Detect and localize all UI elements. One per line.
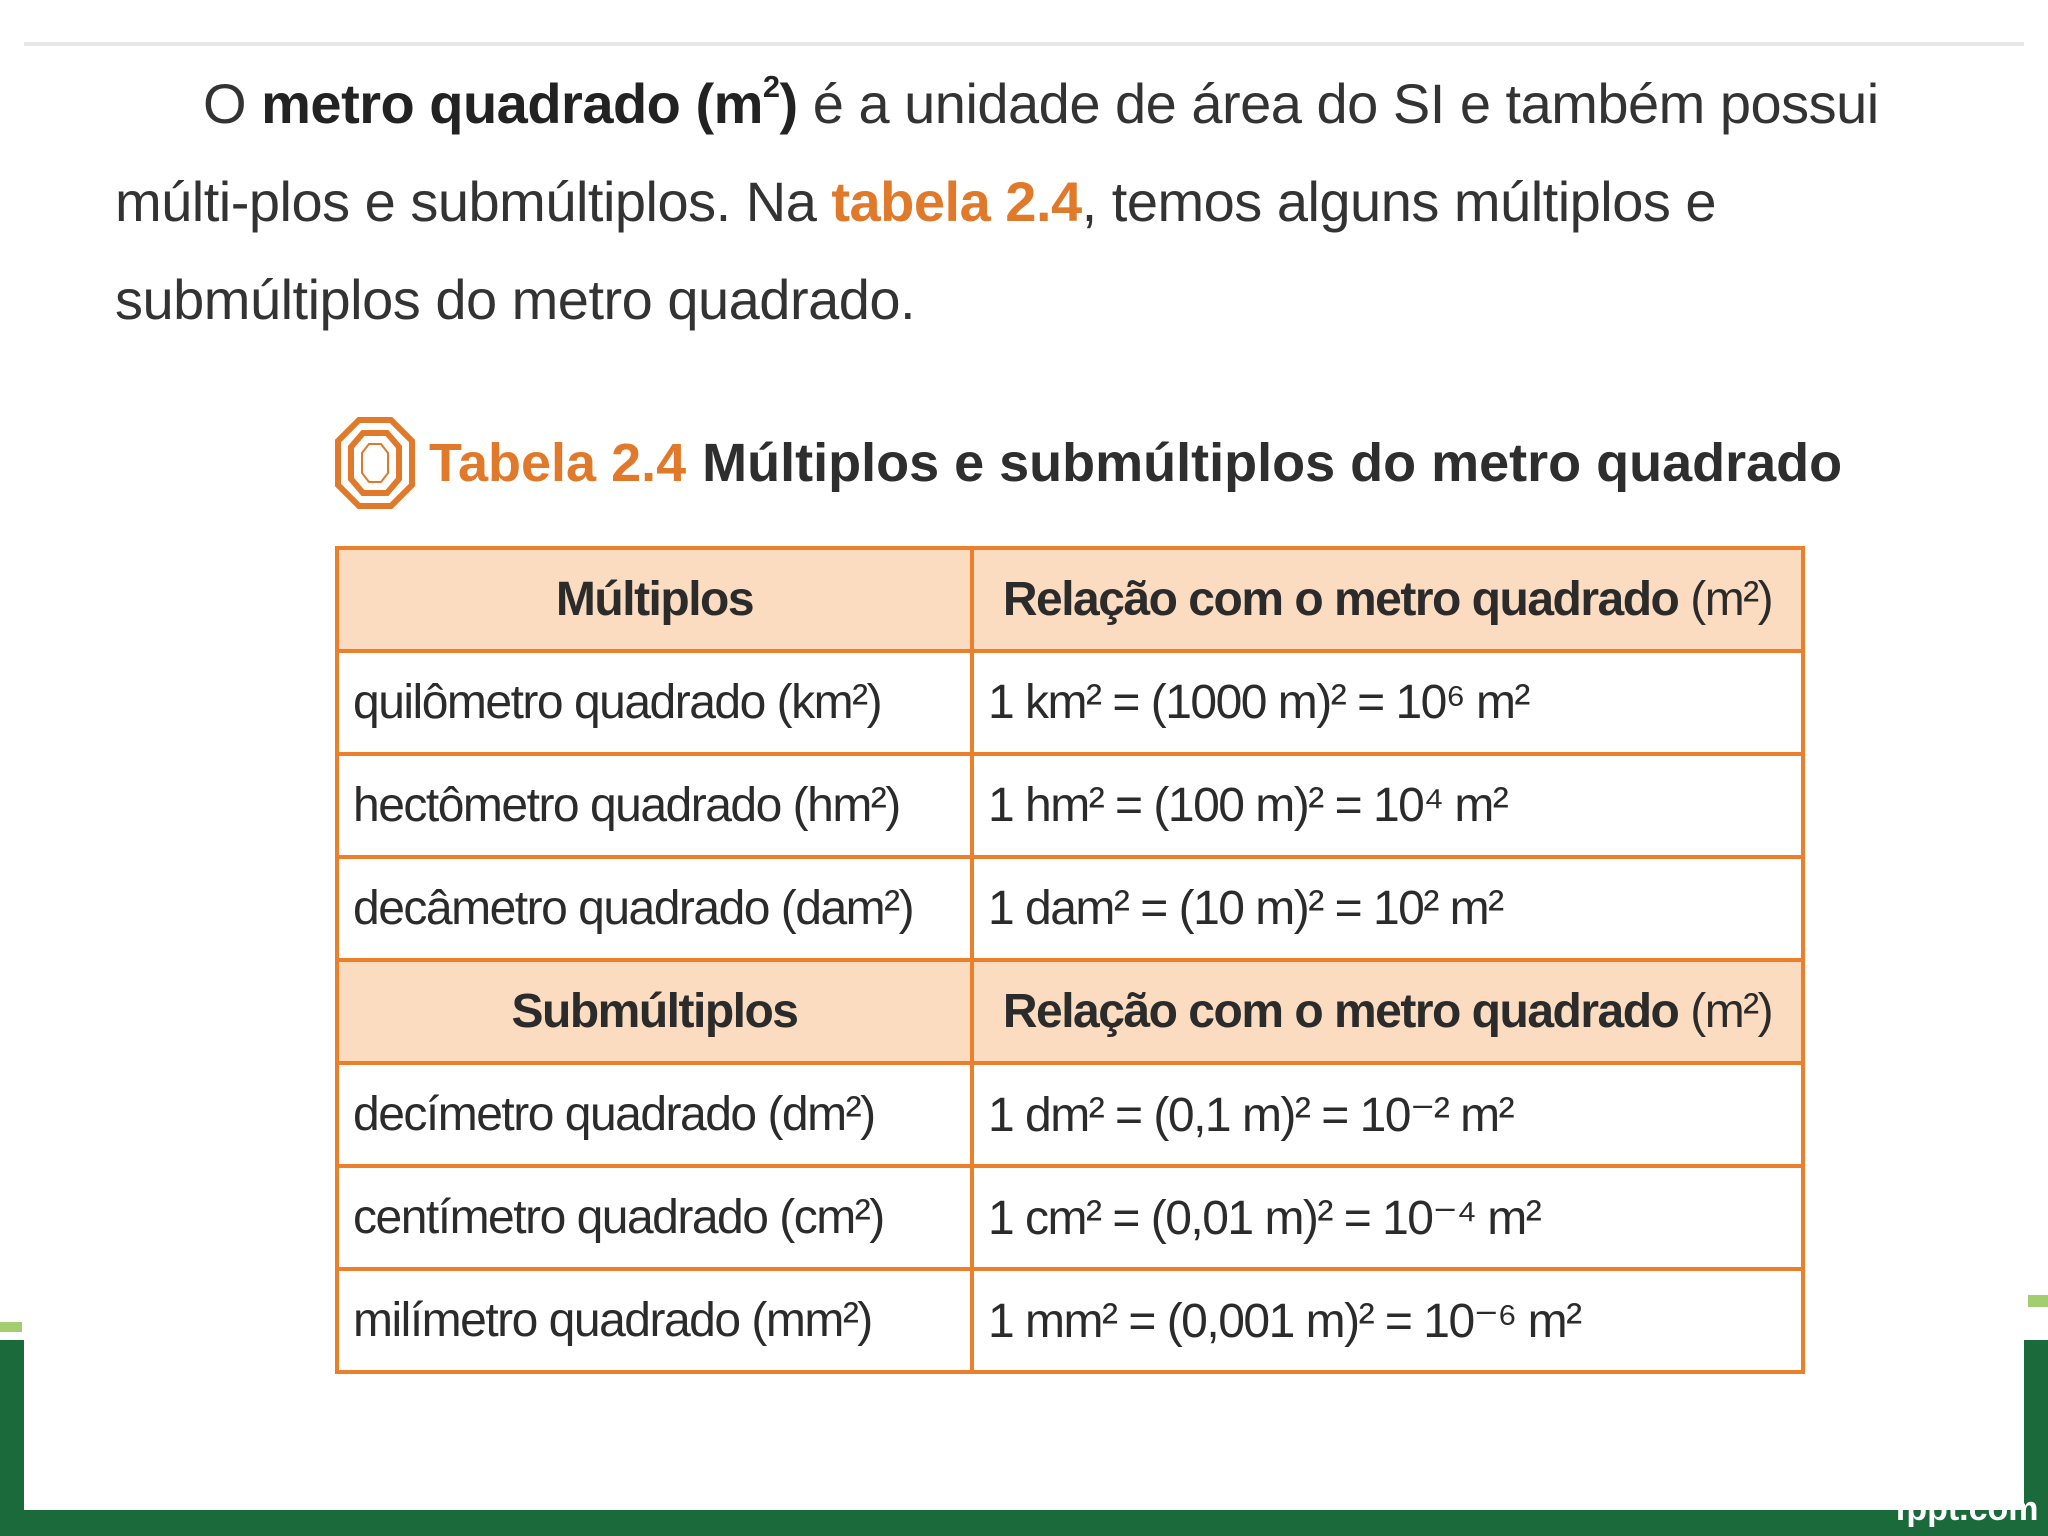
unit-name-cell: centímetro quadrado (cm²) (337, 1166, 972, 1269)
relation-cell: 1 hm² = (100 m)² = 10⁴ m² (972, 754, 1803, 857)
fppt-watermark: fppt.com (1895, 1490, 2039, 1528)
table-reference: tabela 2.4 (831, 170, 1082, 233)
unit-name-cell: decímetro quadrado (dm²) (337, 1063, 972, 1166)
relation-cell: 1 mm² = (0,001 m)² = 10⁻⁶ m² (972, 1269, 1803, 1372)
table-row (337, 1166, 1803, 1269)
intro-paragraph (115, 55, 2005, 349)
units-table (335, 546, 1805, 1374)
table-row (337, 857, 1803, 960)
intro-text: O (203, 72, 262, 135)
green-accent-left (0, 1322, 22, 1332)
term-metro-quadrado: metro quadrado $(m^2)$ (261, 69, 798, 135)
multiples-header: Múltiplos (337, 548, 972, 651)
relation-header: Relação com o metro quadrado (m²) (972, 960, 1803, 1063)
unit-name-cell: milímetro quadrado (mm²) (337, 1269, 972, 1372)
relation-cell: 1 dam² = (10 m)² = 10² m² (972, 857, 1803, 960)
relation-cell: 1 cm² = (0,01 m)² = 10⁻⁴ m² (972, 1166, 1803, 1269)
caption-title: Múltiplos e submúltiplos do metro quadrado (702, 433, 1843, 493)
caption-label: Tabela 2.4 (429, 433, 687, 493)
multiples-header-row (337, 548, 1803, 651)
relation-header: Relação com o metro quadrado (m²) (972, 548, 1803, 651)
table-row (337, 1063, 1803, 1166)
table-caption (335, 415, 1842, 511)
relation-cell: 1 km² = (1000 m)² = 10⁶ m² (972, 651, 1803, 754)
green-accent-right (2028, 1295, 2048, 1307)
body-text-1: é a unidade de área do SI e também possui múlti-plos e submúltiplos. Na (115, 72, 1879, 233)
unit-name-cell: quilômetro quadrado (km²) (337, 651, 972, 754)
octagon-ring-icon (335, 417, 415, 509)
table-row (337, 1269, 1803, 1372)
unit-name-cell: hectômetro quadrado (hm²) (337, 754, 972, 857)
top-divider (24, 42, 2024, 46)
unit-name-cell: decâmetro quadrado (dam²) (337, 857, 972, 960)
relation-cell: 1 dm² = (0,1 m)² = 10⁻² m² (972, 1063, 1803, 1166)
submultiples-header-row (337, 960, 1803, 1063)
body-text-2: , temos alguns múltiplos e submúltiplos do metro quadrado. (115, 170, 1717, 331)
submultiples-header: Submúltiplos (337, 960, 972, 1063)
table-row (337, 754, 1803, 857)
table-row (337, 651, 1803, 754)
